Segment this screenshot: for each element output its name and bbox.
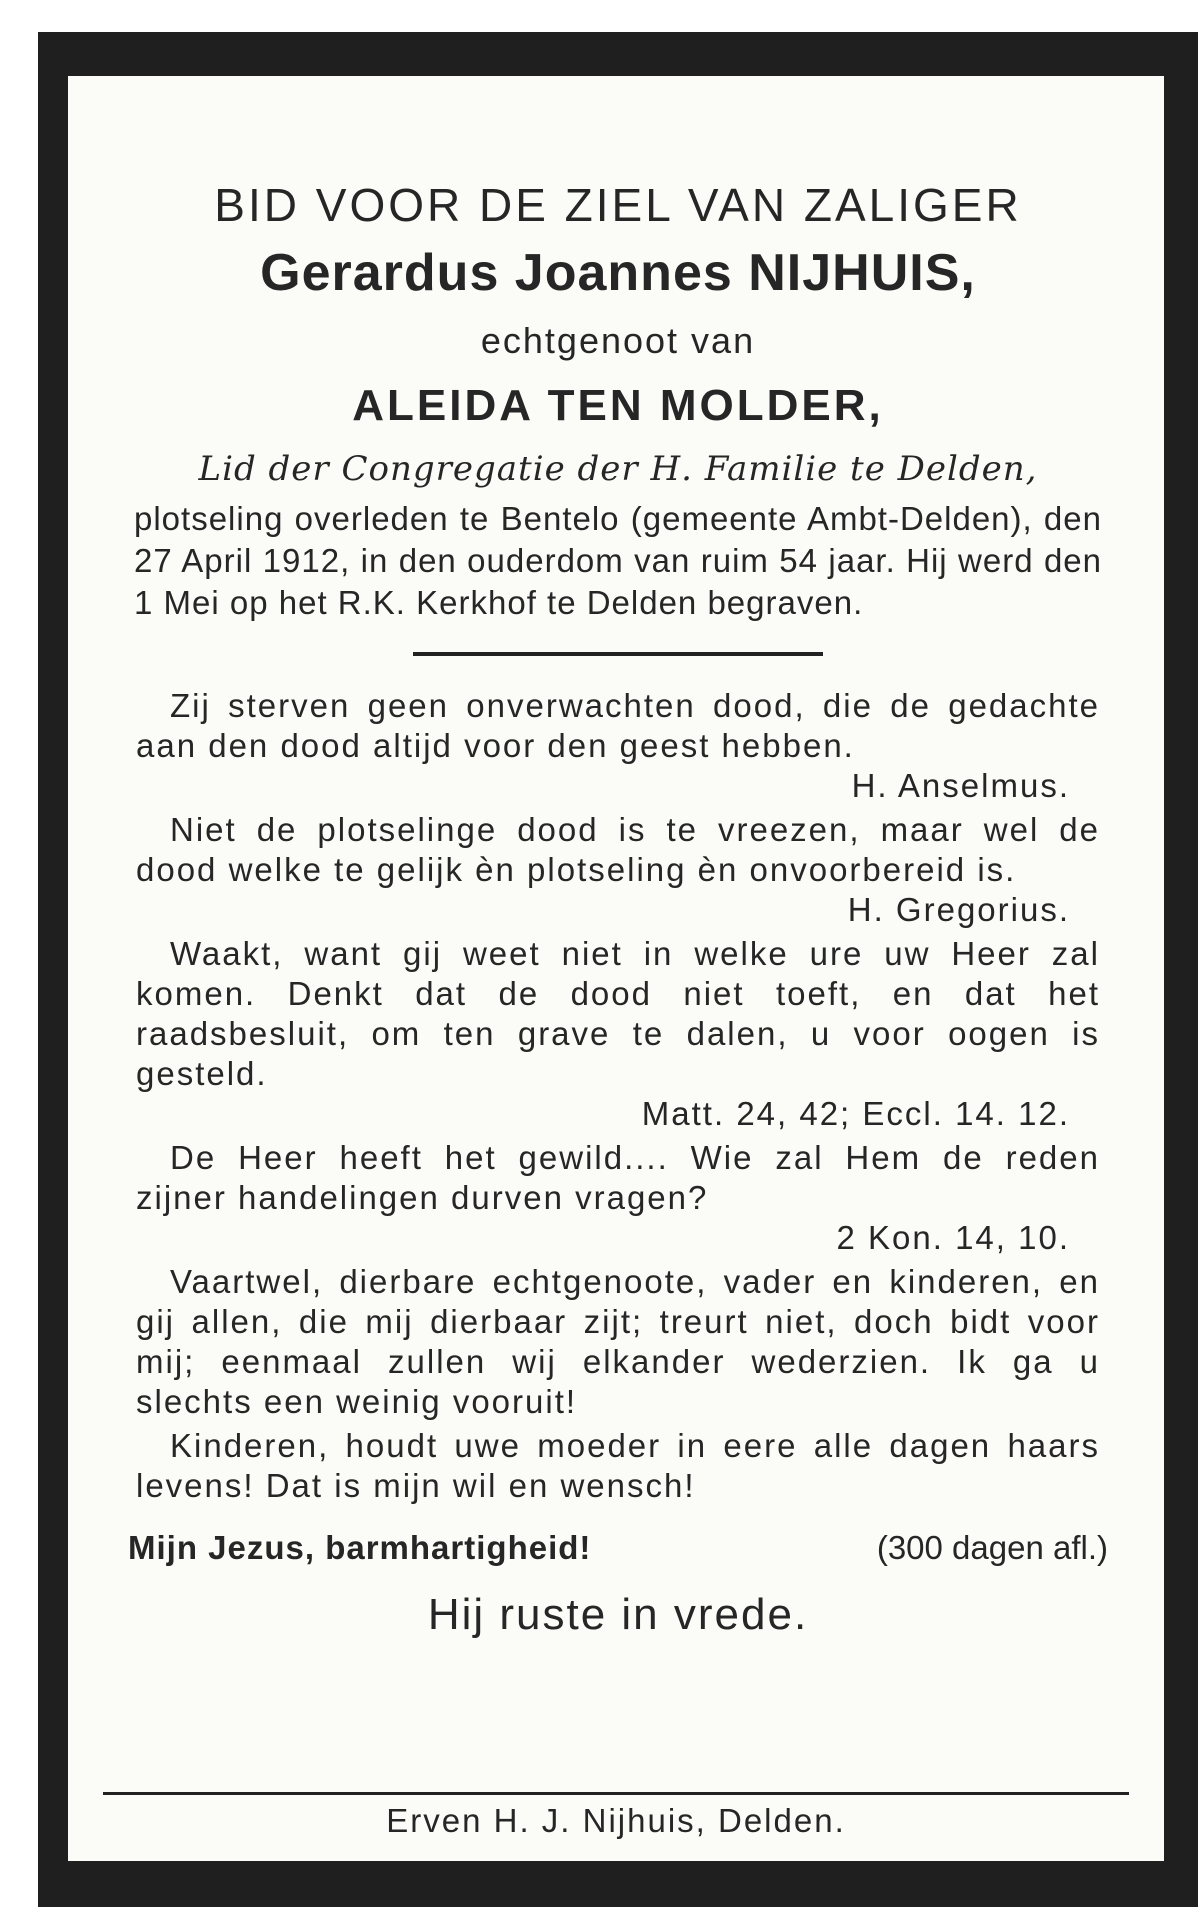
quote-text: Waakt, want gij weet niet in welke ure uw Heer zal komen. Denkt dat de dood niet toeft, en dat het raadsbesluit, om ten grave te dalen, u voor oogen is gesteld. (136, 935, 1100, 1092)
quote (136, 934, 1100, 1134)
quote (136, 810, 1100, 930)
quote-text: Zij sterven geen onverwachten dood, die de gedachte aan den dood altijd voor den geest hebben. (136, 687, 1100, 764)
quote (136, 1426, 1100, 1506)
congregation-line: Lid der Congregatie der H. Familie te Delden, (198, 449, 1038, 489)
closing-line: Hij ruste in vrede. (427, 1590, 809, 1639)
card-paper (68, 76, 1164, 1861)
spouse-intro: echtgenoot van (480, 320, 756, 361)
memorial-card (38, 32, 1198, 1907)
quote-text: Niet de plotselinge dood is te vreezen, maar wel de dood welke te gelijk èn plotseling èn onvoorbereid is. (136, 811, 1100, 888)
printer-credit: Erven H. J. Nijhuis, Delden. (386, 1802, 846, 1839)
quote (136, 686, 1100, 806)
quote-source: Matt. 24, 42; Eccl. 14. 12. (641, 1095, 1070, 1132)
header-line1: BID VOOR DE ZIEL VAN ZALIGER (214, 179, 1022, 231)
quote (136, 1262, 1100, 1422)
indulgence: (300 dagen afl.) (876, 1529, 1108, 1566)
divider (413, 652, 823, 656)
quote-source: 2 Kon. 14, 10. (836, 1219, 1070, 1256)
card-content (128, 176, 1108, 1648)
prayer-line (128, 1524, 1108, 1572)
footer-rule (103, 1792, 1129, 1795)
quote-source: H. Anselmus. (851, 767, 1070, 804)
ejaculation: Mijn Jezus, barmhartigheid! (128, 1529, 592, 1566)
quotes-section (128, 686, 1108, 1506)
biography-text: plotseling overleden te Bentelo (gemeente Ambt-Delden), den 27 April 1912, in den ouderdom van ruim 54 jaar. Hij werd den 1 Mei op het R.K. Kerkhof te Delden begraven. (134, 500, 1102, 621)
deceased-name: Gerardus Joannes NIJHUIS, (260, 244, 976, 302)
quote-source: H. Gregorius. (847, 891, 1070, 928)
spouse-name: ALEIDA TEN MOLDER, (352, 381, 884, 430)
quote (136, 1138, 1100, 1258)
quote-text: De Heer heeft het gewild.... Wie zal Hem de reden zijner handelingen durven vragen? (136, 1139, 1100, 1216)
quote-text: Vaartwel, dierbare echtgenoote, vader en kinderen, en gij allen, die mij dierbaar zijt; treurt niet, doch bidt voor mij; eenmaal zullen wij elkander wederzien. Ik ga u slechts een weinig vooruit! (136, 1263, 1100, 1420)
quote-text: Kinderen, houdt uwe moeder in eere alle dagen haars levens! Dat is mijn wil en wensch! (136, 1427, 1100, 1504)
